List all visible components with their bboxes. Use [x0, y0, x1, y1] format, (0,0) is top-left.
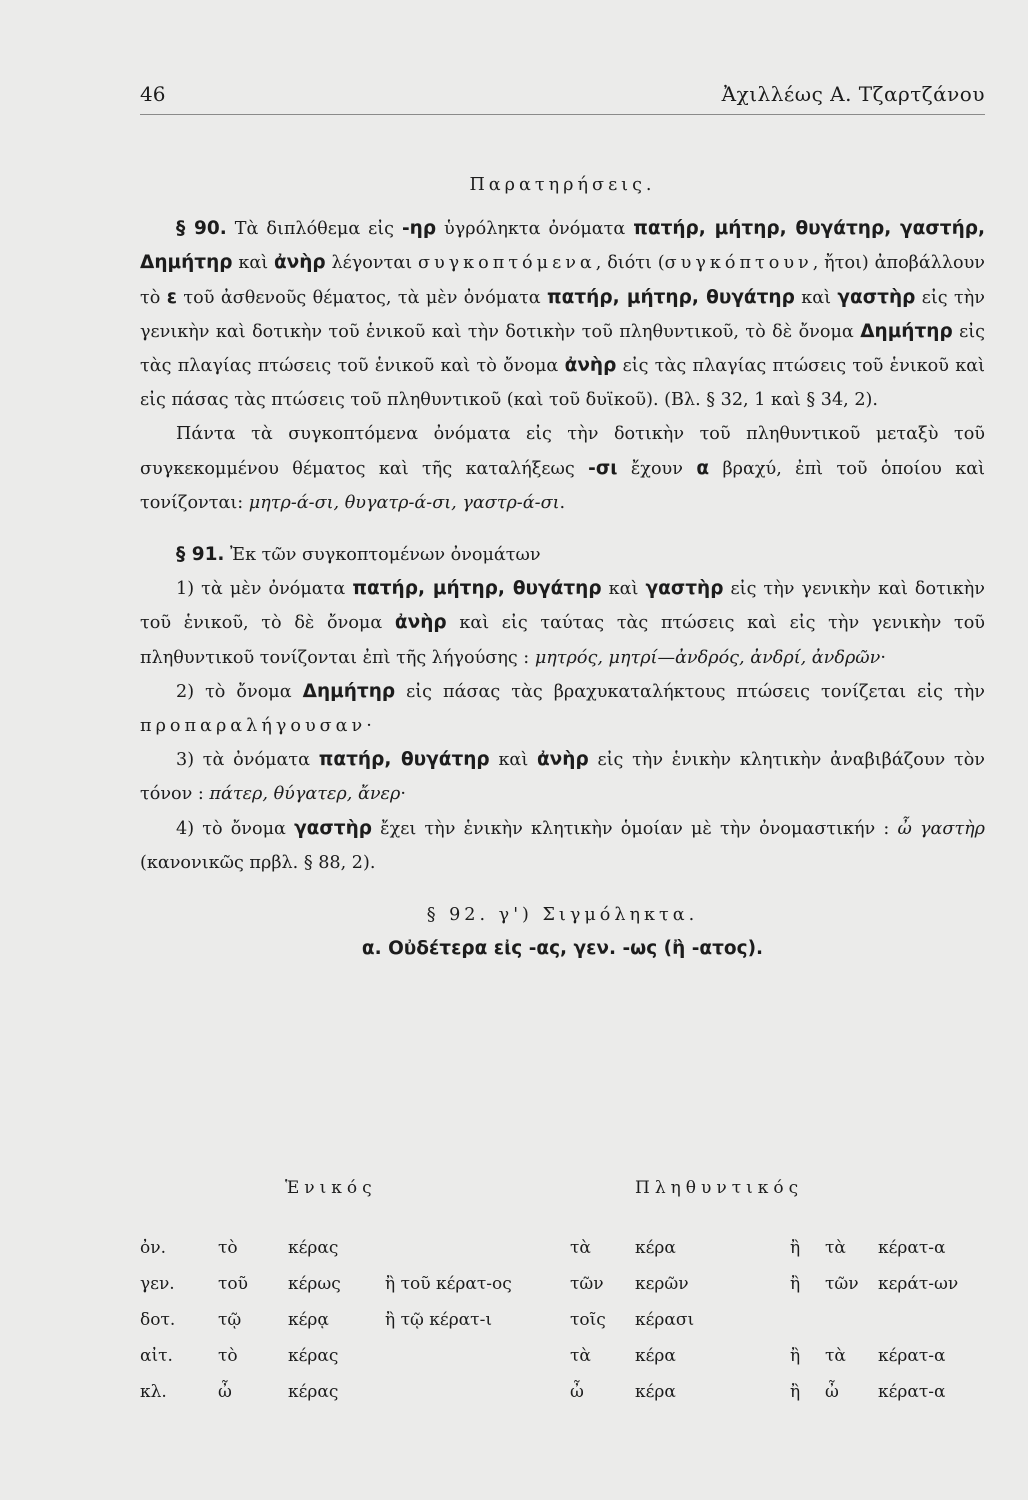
table-row	[140, 1238, 990, 1274]
column-header-plural: Πληθυντικός	[635, 1178, 804, 1198]
paragraph-90: § 90. Τὰ διπλόθεμα εἰς -ηρ ὑγρόληκτα ὀνόματα πατήρ, μήτηρ, θυγάτηρ, γαστήρ, Δημήτηρ καὶ ἀνὴρ λέγονται συγκοπτόμενα, διότι (συγκόπτουν, ἤτοι) ἀποβάλλουν τὸ ε τοῦ ἀσθενοῦς θέματος, τὰ μὲν ὀνόματα πατήρ, μήτηρ, θυγάτηρ καὶ γαστὴρ εἰς τὴν γενικὴν καὶ δοτικὴν τοῦ ἑνικοῦ καὶ τὴν δοτικὴν τοῦ πληθυντικοῦ, τὸ δὲ ὄνομα Δημήτηρ εἰς τὰς πλαγίας πτώσεις τοῦ ἑνικοῦ καὶ τὸ ὄνομα ἀνὴρ εἰς τὰς πλαγίας πτώσεις τοῦ ἑνικοῦ καὶ εἰς πάσας τὰς πτώσεις τοῦ πληθυντικοῦ (καὶ τοῦ δυϊκοῦ). (Βλ. § 32, 1 καὶ § 34, 2).	[140, 218, 986, 411]
table-cell: τοῖς	[570, 1310, 606, 1330]
heading-observations: Παρατηρήσεις.	[469, 175, 656, 195]
table-row	[140, 1382, 990, 1418]
table-cell: γεν.	[140, 1274, 175, 1294]
table-cell: κέρα	[635, 1346, 676, 1366]
table-cell: ἢ	[790, 1238, 801, 1258]
table-cell: τὰ	[570, 1238, 591, 1258]
table-cell: ἢ	[790, 1274, 801, 1294]
table-cell: ἢ	[790, 1382, 801, 1402]
table-cell: κέρας	[288, 1382, 339, 1402]
section-92-title: § 92. γ') Σιγμόληκτα.	[426, 905, 699, 926]
table-cell: κέρατ-α	[878, 1382, 946, 1402]
table-cell: τὰ	[825, 1346, 846, 1366]
table-cell: τὸ	[218, 1238, 238, 1258]
table-row	[140, 1346, 990, 1382]
table-cell: τὰ	[825, 1238, 846, 1258]
table-cell: κέρα	[635, 1238, 676, 1258]
table-cell: κλ.	[140, 1382, 167, 1402]
table-cell: κέρατ-α	[878, 1238, 946, 1258]
table-cell: κέρας	[288, 1238, 339, 1258]
table-cell: ἢ τοῦ κέρατ-ος	[385, 1274, 512, 1294]
subsection-title: α. Οὐδέτερα εἰς -ας, γεν. -ως (ἢ -ατος).	[361, 938, 764, 960]
paragraph-90-note: Πάντα τὰ συγκοπτόμενα ὀνόματα εἰς τὴν δοτικὴν τοῦ πληθυντικοῦ μεταξὺ τοῦ συγκεκομμένου θέματος καὶ τῆς καταλήξεως -σι ἔχουν α βραχύ, ἐπὶ τοῦ ὁποίου καὶ τονίζονται: μητρ-ά-σι, θυγατρ-ά-σι, γαστρ-ά-σι.	[140, 424, 985, 513]
paragraph-91: § 91. Ἐκ τῶν συγκοπτομένων ὀνομάτων	[176, 544, 541, 566]
table-cell: κέρως	[288, 1274, 341, 1294]
table-cell: κέρασι	[635, 1310, 695, 1330]
table-cell: ἢ	[790, 1346, 801, 1366]
table-row	[140, 1274, 990, 1310]
list-item-4: 4) τὸ ὄνομα γαστὴρ ἔχει τὴν ἑνικὴν κλητικὴν ὁμοίαν μὲ τὴν ὀνομαστικήν : ὦ γαστὴρ (κανονικῶς πρβλ. § 88, 2).	[140, 817, 985, 873]
page-header	[140, 82, 985, 115]
table-cell: ὦ	[218, 1382, 232, 1402]
declension-table	[140, 1178, 990, 1418]
running-head: Ἀχιλλέως Α. Τζαρτζάνου	[721, 82, 985, 106]
table-cell: τὰ	[570, 1346, 591, 1366]
list-item-2: 2) τὸ ὄνομα Δημήτηρ εἰς πάσας τὰς βραχυκαταλήκτους πτώσεις τονίζεται εἰς τὴν προπαραλήγουσαν·	[140, 680, 985, 737]
table-cell: τῷ	[218, 1310, 242, 1330]
table-cell: ὦ	[825, 1382, 839, 1402]
page-number: 46	[140, 82, 166, 106]
table-cell: κεράτ-ων	[878, 1274, 959, 1294]
table-cell: κέρας	[288, 1346, 339, 1366]
column-header-singular: Ἑνικός	[285, 1178, 377, 1198]
table-cell: δοτ.	[140, 1310, 176, 1330]
table-cell: τῶν	[825, 1274, 859, 1294]
table-cell: κέρα	[635, 1382, 676, 1402]
table-cell: ἢ τῷ κέρατ-ι	[385, 1310, 492, 1330]
table-cell: κερῶν	[635, 1274, 689, 1294]
table-cell: αἰτ.	[140, 1346, 173, 1366]
table-cell: τῶν	[570, 1274, 604, 1294]
table-cell: τοῦ	[218, 1274, 248, 1294]
page-body	[140, 168, 985, 966]
list-item-1: 1) τὰ μὲν ὀνόματα πατήρ, μήτηρ, θυγάτηρ καὶ γαστὴρ εἰς τὴν γενικὴν καὶ δοτικὴν τοῦ ἑνικοῦ, τὸ δὲ ὄνομα ἀνὴρ καὶ εἰς ταύτας τὰς πτώσεις καὶ εἰς τὴν γενικὴν τοῦ πληθυντικοῦ τονίζονται ἐπὶ τῆς λήγούσης : μητρός, μητρί—ἀνδρός, ἀνδρί, ἀνδρῶν·	[140, 578, 986, 668]
table-cell: τὸ	[218, 1346, 238, 1366]
table-row	[140, 1310, 990, 1346]
table-cell: ὦ	[570, 1382, 584, 1402]
list-item-3: 3) τὰ ὀνόματα πατήρ, θυγάτηρ καὶ ἀνὴρ εἰς τὴν ἑνικὴν κλητικὴν ἀναβιβάζουν τὸν τόνον : πάτερ, θύγατερ, ἄνερ·	[140, 749, 985, 805]
table-cell: κέρᾳ	[288, 1310, 329, 1330]
table-cell: κέρατ-α	[878, 1346, 946, 1366]
table-cell: ὀν.	[140, 1238, 166, 1258]
